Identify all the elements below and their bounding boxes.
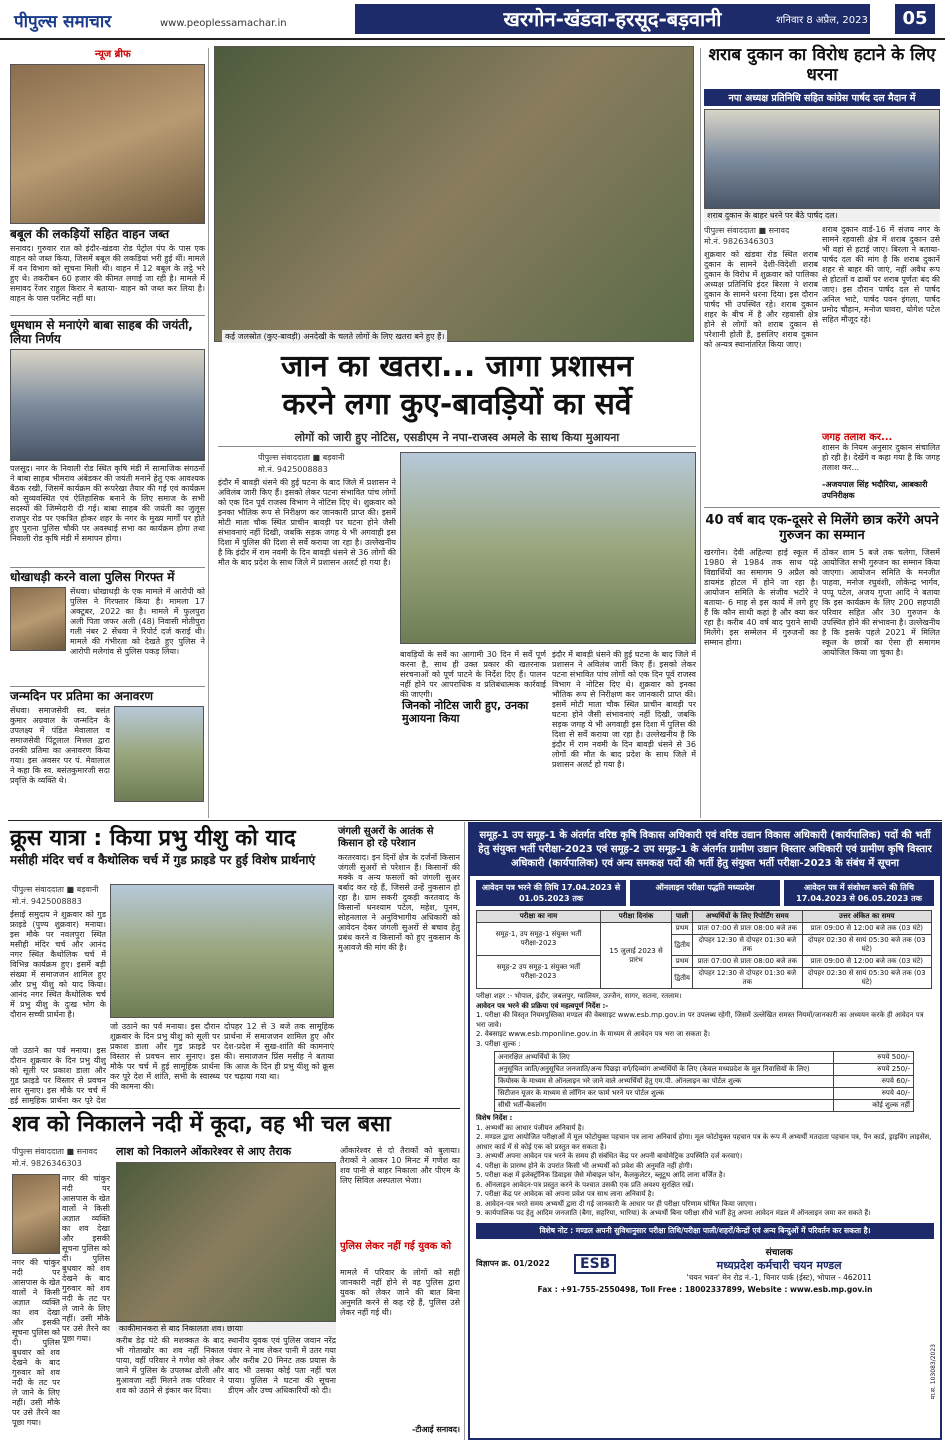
victim-photo	[12, 1174, 60, 1254]
note-item: 7. परीक्षा केंद्र पर आवेदक को अपना प्रवेश पत्र साथ लाना अनिवार्य है।	[476, 1190, 655, 1198]
brief-text: पलसूद। नगर के निवाली रोड स्थित कृषि मंडी में सामाजिक संगठनों ने बाबा साहब भीमराव अंबेडकर की जयंती मनाने हेतु एक आवश्यक बैठक रखी, जिसमें कार्यक्रम की रूपरेखा तैयार की गई एवं कार्यक्रम को सुव्यवस्थित एवं ऐतिहासिक बनाने के लिए समाज के सभी सदस्यों की जिम्मेदारी दी गई। बाबा साहब की जयंती का जुलूस राजपुर रोड पर एकत्रित होकर शहर के नगर के मुख्य मार्गों पर होते हुए पुराना पुलिस चौकी पर अवस्थाई सभा का कार्यक्रम होगा तथा निवाली रोड कृषि मंडी में समापन होगा।	[10, 464, 205, 544]
note-item: 3. अभ्यर्थी अपना आवेदन पत्र भरने के समय ही संबंधित केंद्र पर अपनी बायोमेट्रिक उपस्थिति दर्ज करवाएं।	[476, 1152, 743, 1160]
lead-body-3: इंदौर में बावड़ी धंसने की हुई घटना के बाद जिले में प्रशासन ने अविलंब जारी किए हैं। इसको लेकर पटना संभावित पांच लोगों को एक दिन पूर्व राजस्व विभाग ने नोटिस दिए थे। शुक्रवार को इनका भौतिक रूप से निरीक्षण कर जानकारी प्राप्त की। इसमें मोटी माता चौक स्थित प्राचीन बावड़ी पर घटना होने जैसी संभावनाएं नहीं दिखी, जबकि सड़क जगह ये भी अगवाही इस दिशा में पुलिस की दिशा से सर्वे कराया जा रहा है। उल्लेखनीय है कि इंदौर में राम नवमी के दिन बावड़ी धंसने से 36 लोगों की मौत के बाद प्रदेश के साथ जिले में प्रशासन अलर्ट हो गया है।	[552, 650, 696, 769]
ad-director: संचालक	[765, 1247, 793, 1258]
table-cell: सिटीजन यूजर के माध्यम से लॉगिन कर फार्म भरने पर पोर्टल शुल्क	[495, 1088, 834, 1100]
drown-subhead: लाश को निकालने ओंकारेश्वर से आए तैराक	[116, 1145, 292, 1158]
news-brief-column	[10, 46, 205, 802]
ad-contact[interactable]: Fax : +91-755-2550498, Toll Free : 18002337899, Website : www.esb.mp.gov.in	[537, 1284, 873, 1294]
drown-body-3: स्थानीय युवक एवं पुलिस जवान नरेंद्र पंवार ने नाव लेकर पानी में उतर गया और करीब 20 मिनट तक प्रयास के बाद भी उसका कोई पता नहीं चल पाया। पुलिस ने घटना की सूचना डीएम और उच्च अधिकारियों को दी।	[228, 1336, 336, 1395]
note-item: 5. परीक्षा कक्ष में इलेक्ट्रॉनिक डिवाइस जैसे मोबाइल फोन, कैलकुलेटर, ब्लूटूथ आदि लाना वर्जित है।	[476, 1171, 726, 1179]
note-item: 8. आवेदन-पत्र भरते समय अभ्यर्थी द्वारा दी गई जानकारी के आधार पर ही परीक्षा परिणाम घोषित किया जाएगा।	[476, 1199, 757, 1208]
note-item: 1. अभ्यर्थी का आधार पंजीयन अनिवार्य है।	[476, 1123, 585, 1132]
exam-centers: परीक्षा शहर :- भोपाल, इंदौर, जबलपुर, ग्वालियर, उज्जैन, सागर, सतना, रतलाम।	[476, 992, 682, 1000]
advertisement-number: विज्ञापन क्र. 01/2022	[476, 1259, 550, 1268]
photo-caption: काकीमानकरा से बाद निकालता शव। छायाः	[116, 1322, 336, 1335]
quote-label: जगह तलाश कर...	[822, 432, 893, 444]
drown-headline: शव को निकालने नदी में कूदा, वह भी चल बसा	[12, 1112, 391, 1137]
boars-story	[338, 826, 460, 1068]
instruction-item: 3. परीक्षा शुल्क :	[476, 1039, 521, 1048]
note-item: 2. मण्डल द्वारा आयोजित परीक्षाओं में मूल फोटोयुक्त पहचान पत्र लाना अनिवार्य होगा। मूल फोटोयुक्त पहचान पत्र के रूप में अभ्यर्थी मतदाता पहचान पत्र, पैन कार्ड, ड्राइविंग लाइसेंस, आधार कार्ड में से कोई एक को प्रस्तुत कर सकता है।	[476, 1133, 932, 1151]
reunion-headline: 40 वर्ष बाद एक-दूसरे से मिलेंगे छात्र करेंगे अपने गुरुजन का सम्मान	[705, 513, 939, 544]
table-row	[495, 1064, 914, 1076]
table-cell: दोपहर 02:30 से सायं 05:30 बजे तक (03 घंटे)	[802, 968, 931, 989]
quote-author: -अजयपाल सिंह भदौरिया, आबकारी उपनिरीक्षक	[822, 480, 928, 501]
instruction-item: 1. परीक्षा की विस्तृत नियमपुस्तिका मण्डल की वेबसाइट www.esb.mp.gov.in पर उपलब्ध रहेगी, जिसमें उल्लेखित समस्त नियमों/जानकारी का अध्ययन करके ही आवेदन पत्र भरा जावे।	[476, 1011, 924, 1029]
liquor-headline: शराब दुकान का विरोध हटाने के लिए धरना	[708, 45, 936, 85]
table-cell: समूह-2 उप समूह-1 संयुक्त भर्ती परीक्षा-2023	[477, 956, 601, 989]
table-cell: रुपये 40/-	[834, 1088, 914, 1100]
drown-byline: पीपुल्स संवाददाता ■ सनावद	[12, 1147, 98, 1156]
lead-body-2: बावड़ियों के सर्वे का आगामी 30 दिन में सर्वे पूर्ण करना है, साथ ही उक्त प्रकार की खतरनाक संरचनाओं को पूर्ण पाटने के निर्देश दिए हैं। पालन नहीं होने पर आपराधिक व प्रतिबंधात्मक कार्रवाई की जाएगी।	[400, 650, 546, 699]
cross-byline: पीपुल्स संवाददाता ■ बड़वानी	[12, 885, 99, 894]
drown-body: नगर की चांकुर नदी पर आसपास के खेत वालों ने किसी अज्ञात व्यक्ति का शव देखा और इसकी सूचना पुलिस को दी। पुलिस बुधवार को शव देखने के बाद गुरुवार को शव नदी के तट पर ले जाने के लिए नहीं। उसी मौके पर उसे तैरने का पूछा गया।	[62, 1174, 110, 1343]
table-cell: रुपये 60/-	[834, 1076, 914, 1088]
table-cell: रुपये 250/-	[834, 1064, 914, 1076]
liquor-mobile: मो.नं. 9826346303	[704, 237, 774, 247]
note-item: 4. परीक्षा के प्रारम्भ होने के उपरांत किसी भी अभ्यर्थी को प्रवेश की अनुमति नहीं होगी।	[476, 1161, 693, 1170]
esb-logo: ESB	[574, 1254, 616, 1274]
procession-photo	[110, 884, 334, 1018]
table-cell: प्रातः 09:00 से 12:00 बजे तक (03 घंटे)	[802, 923, 931, 935]
reunion-body-2: ठोकर शाम 5 बजे तक चलेगा, जिसमें आयोजित सभी गुरुजन का सम्मान किया जाएगा। आयोजन समिति के मनजीत पाहवा, मनोज रघुवंशी, लोकेन्द्र भार्गव, पप्पू पटेल, अजय गुप्ता आदि ने बताया कि इस कार्यक्रम के लिए 200 सहपाठी परिवार सहित और 30 गुरुजन के उपस्थित होने की संभावना है। उल्लेखनीय है कि इसके पहले 2021 में मिलित स्कूल के छात्रों का ऐसा ही समागम आयोजित किया जा चुका है।	[822, 547, 940, 657]
page-number: 05	[895, 4, 935, 34]
photo-caption: शराब दुकान के बाहर धरने पर बैठे पार्षद दल।	[704, 209, 940, 222]
ad-title: समूह-1 उप समूह-1 के अंतर्गत वरिष्ठ कृषि विकास अधिकारी एवं वरिष्ठ उद्यान विकास अधिकारी (कार्यपालिक) पदों की भर्ती हेतु संयुक्त भर्ती परीक्षा-2023 एवं समूह-2 उप समूह-1 के अंतर्गत ग्रामीण उद्यान विस्तार अधिकारी एवं ग्रामीण कृषि विस्तार अधिकारी (कार्यपालिक) एवं अन्य समकक्ष पदों की भर्ती हेतु संयुक्त भर्ती परीक्षा-2023 के संबंध में सूचना	[470, 824, 940, 876]
lead-box-headline: जिनको नोटिस जारी हुए, उनका मुआयना किया	[402, 700, 546, 725]
table-cell: प्रातः 09:00 से 12:00 बजे तक (03 घंटे)	[802, 956, 931, 968]
liquor-byline: पीपुल्स संवाददाता ■ सनावद	[704, 226, 790, 236]
cross-body: ईसाई समुदाय ने शुक्रवार को गुड फ्राइडे (पुण्य शुक्रवार) मनाया। इस मौके पर नवलपुरा स्थित मसीही मंदिर चर्च और आनंद नगर स्थित कैथोलिक चर्च में विभिन्न कार्यक्रम हुए। इसमें बड़ी संख्या में समाजजन शामिल हुए और प्रभु यीशु को याद किया। आनंद नगर स्थित कैथोलिक चर्च में प्रभु यीशु के दुःख भोग के दौरान सच्ची प्रार्थना है।	[10, 910, 106, 1019]
column-rule	[464, 822, 465, 1440]
fee-table	[494, 1051, 914, 1112]
table-cell: समूह-1, उप समूह-1 संयुक्त भर्ती परीक्षा-2023	[477, 923, 601, 956]
brief-headline: जन्मदिन पर प्रतिमा का अनावरण	[10, 689, 154, 704]
quote-text: शासन के नियम अनुसार दुकान संचालित हो रही है। देखेंगे व कहा गया है कि जगह तलाश कर...	[822, 443, 940, 473]
drown-body-5: मामले में परिवार के लोगों को सही जानकारी नहीं होने से वह पुलिस द्वारा युवक को लेकर जाने की बात बिना अनुमति करने से कह रहे हैं, पुलिस उसे लेकर नहीं गई थी।	[340, 1268, 460, 1317]
river-photo	[116, 1162, 336, 1322]
table-cell: अनारक्षित अभ्यर्थियों के लिए	[495, 1052, 834, 1064]
truck-photo	[10, 64, 205, 224]
table-row	[477, 956, 932, 968]
table-row	[495, 1052, 914, 1064]
table-cell: रुपये 500/-	[834, 1052, 914, 1064]
table-cell: 15 जुलाई 2023 से प्रारंभ	[600, 923, 671, 989]
ad-application-dates: आवेदन पत्र भरने की तिथि 17.04.2023 से 01.05.2023 तक	[476, 880, 626, 906]
table-cell: प्रातः 07:00 से प्रातः 08:00 बजे तक	[692, 956, 802, 968]
notes-title: विशेष निर्देश :	[476, 1114, 513, 1122]
table-cell: प्रथम	[672, 956, 693, 968]
website-url[interactable]: www.peoplessamachar.in	[160, 18, 287, 29]
drown-body-2: करीब डेढ़ घंटे की मशक्कत के बाद भी गोताखोर का शव नहीं निकाल पाया, वहीं परिवार ने गणेश को लेकर जाने में पुलिस के उपलब्ध ढोली और मुआवजा नहीं मिलने तक परिवार ने शव को उठाने से इंकार कर दिया।	[116, 1336, 224, 1395]
esb-advertisement	[468, 822, 942, 1440]
well-photo	[214, 46, 694, 342]
newspaper-logo: पीपुल्स समाचार	[14, 12, 112, 32]
reunion-body: खरगोन। देवी अहिल्या हाई स्कूल में 1980 से 1984 तक साथ पढ़े विद्यार्थियों का समागम 9 अप्रैल को डायमंड होटल में होने जा रहा है। आयोजन समिति के संजीव भटोरे ने बताया- 6 माह से इस कार्य में लगे हुए हैं कि कौन साथी कहां है और क्या कर रहा है। करीब 40 वर्ष बाद पुराने साथी मिलेंगे। इस सम्मेलन में गुरुजनों का सम्मान होगा।	[704, 547, 818, 647]
instruction-item: 2. वेबसाइट www.esb.mponline.gov.in के माध्यम से आवेदन पत्र भरा जा सकता है।	[476, 1030, 711, 1038]
liquor-subhead: नपा अध्यक्ष प्रतिनिधि सहित कांग्रेस पार्षद दल मैदान में	[704, 89, 940, 106]
liquor-body-2: शराब दुकान वार्ड-16 में संजय नगर के सामने रहवासी क्षेत्र में शराब दुकान उसे भी वहां से हटाई जाए। बिरला ने बताया- पार्षद दल की मांग है कि शराब दुकानें शहर से बाहर की जाएं, नहीं अवैध रूप से होटलों व ढाबों पर शराब पूर्णतः बंद की जाए। इस दौरान पार्षद दल से पार्षद अनिल भाटे, पार्षद पवन इंगला, पार्षद प्रमोद चौहान, मनोज घावरा, योगेश पटेल सहित मौजूद रहे।	[822, 225, 940, 325]
protest-photo	[704, 109, 940, 209]
section-banner: खरगोन-खंडवा-हरसूद-बड़वानी	[355, 4, 870, 34]
table-cell: कियोस्क के माध्यम से ऑनलाइन भरे जाने वाले अभ्यर्थियों हेतु एम.पी. ऑनलाइन का पोर्टल शुल्क	[495, 1076, 834, 1088]
table-cell: प्रथम	[672, 923, 693, 935]
column-rule	[700, 48, 701, 818]
table-row	[477, 923, 932, 935]
table-header: उत्तर अंकित का समय	[802, 911, 931, 923]
liquor-story	[704, 46, 940, 736]
cross-body-4: जो उठाने का पर्व मनाया। इस दौरान शुक्रवार के दिन प्रभु यीशु को सूली पर प्रकाश डाला और गुड फ्राइडे पर विस्तार से प्रवचन सार सुनाए। इस मौके पर चर्च में हुई सामूहिक प्रार्थना कर पूरे देश	[10, 1046, 106, 1104]
brief-text: सेंधवा। धोखाधड़ी के एक मामले में आरोपी को पुलिस ने गिरफ्तार किया है। मामला 17 अक्टूबर, 2022 का है। मामले में फुलपुरा अली पिता जफर अली (48) निवासी मोतीपुरा गली नंबर 2 सेंधवा ने रिपोर्ट दर्ज कराई थी। मामले की गंभीरता को देखते हुए पुलिस ने आरोपी मलेगांव से पुलिस पकड़ लिया।	[70, 587, 205, 657]
ad-address: 'चयन भवन' मेन रोड नं.-1, चिनार पार्क (ईस्ट), भोपाल - 462011	[686, 1272, 872, 1282]
table-cell: दोपहर 12:30 से दोपहर 01:30 बजे तक	[692, 935, 802, 956]
note-item: 6. ऑनलाइन आवेदन-पत्र प्रस्तुत करने के पश्चात उसकी एक प्रति अवश्य सुरक्षित रखें।	[476, 1180, 694, 1189]
cross-body-2: जो उठाने का पर्व मनाया। इस दौरान शुक्रवार के दिन प्रभु यीशु को सूली पर प्रकाश डाला और गुड फ्राइडे पर विस्तार से प्रवचन सार सुनाए। इस मौके पर चर्च में हुई सामूहिक प्रार्थना कर पूरे देश में शांति, सभी के स्वास्थ्य की कामना की।	[110, 1022, 220, 1091]
issue-date: शनिवार 8 अप्रैल, 2023	[776, 15, 868, 26]
ad-board-name: मध्यप्रदेश कर्मचारी चयन मण्डल	[716, 1258, 842, 1272]
table-cell: अनुसूचित जाति/अनुसूचित जनजाति/अन्य पिछड़ा वर्ग/दिव्यांग अभ्यर्थियों के लिए (केवल मध्यप्रदेश के मूल निवासियों के लिए)	[495, 1064, 834, 1076]
special-note: विशेष नोट : मण्डल अपनी सुविधानुसार परीक्षा तिथि/परीक्षा पाली/शहरों/केन्द्रों एवं अन्य बिन्दुओं में परिवर्तन कर सकता है।	[476, 1223, 934, 1239]
boars-body: करतरवाद। इन दिनों क्षेत्र के दर्जनों किसान जंगली सुअरों से परेशान हैं। किसानों की मक्के व अन्य फसलों को जंगली सुअर बर्बाद कर रहे हैं, जिससे उन्हें नुकसान हो रहा है। ग्राम सकरी दुकड़ी करतवाद के किसानों धनश्याम पटेल, महेश, पूनम, सोहनलाल ने अनुविभागीय अधिकारी को आवेदन देकर जंगली सुअरों से बचाव हेतु प्रबंध करने व किसानों को हुए नुकसान के मुआवजे की मांग की है।	[338, 853, 460, 952]
drown-subhead-3: पुलिस लेकर नहीं गई युवक को	[340, 1241, 452, 1252]
table-header: परीक्षा का नाम	[477, 911, 601, 923]
boars-headline: जंगली सुअरों के आतंक से किसान हो रहे परेशान	[338, 826, 434, 849]
drown-mobile: मो.नं. 9826346303	[12, 1159, 82, 1168]
inspection-photo	[400, 452, 696, 644]
table-cell: द्वितीय	[672, 935, 693, 956]
brief-headline: धूमधाम से मनाएंगे बाबा साहब की जयंती, लिया निर्णय	[10, 317, 193, 346]
drown-body-4: ओंकारेश्वर से दो तैराकों को बुलाया। तैराकों ने आकर 10 मिनट में गणेश का शव पानी से बाहर निकाला और पीएम के लिए सिविल अस्पताल भेजा।	[340, 1146, 460, 1185]
drown-body-cont: नगर की चांकुर नदी पर आसपास के खेत वालों ने किसी अज्ञात व्यक्ति का शव देखा और इसकी सूचना पुलिस को दी। पुलिस बुधवार को शव देखने के बाद गुरुवार को शव नदी के तट पर ले जाने के लिए नहीं। उसी मौके पर उसे तैरने का पूछा गया।	[12, 1258, 60, 1427]
table-row	[495, 1076, 914, 1088]
cross-subhead: मसीही मंदिर चर्च व कैथोलिक चर्च में गुड फ्राइडे पर हुई विशेष प्रार्थनाएं	[10, 853, 316, 868]
lead-byline: पीपुल्स संवाददाता ■ बड़वानी	[258, 453, 345, 462]
table-cell: सीधी भर्ती-बैकलॉग	[495, 1100, 834, 1112]
lead-headline-2: करने लगा कुए-बावड़ियों का सर्वे	[282, 387, 632, 422]
cross-mobile: मो.नं. 9425008883	[12, 897, 82, 906]
brief-text: सनावद। गुरुवार रात को इंदौर-खंडवा रोड पेट्रोल पंप के पास एक वाहन को जब्त किया, जिसमें बबूल की लकड़ियां भरी हुई थीं। मामले में वन विभाग को सूचना मिली थी। वाहन में 12 बबूल के लट्ठे भरे हुए थे। तकरीबन 60 हजार की कीमत लगाई जा रही है। मामले में समावद रेंजर राहुल किरार ने बताया- वाहन को जब्त कर लिया है। वाहन के पास परमिट नहीं था।	[10, 243, 205, 303]
table-header: पाली	[672, 911, 693, 923]
note-item: 9. कार्यपालिक पद हेतु आदिम जनजाति (बैगा, सहरिया, भारिया) के अभ्यर्थी बिना परीक्षा सीधे भर्ती हेतु अपना आवेदन मंडल में ऑनलाइन जमा कर सकते हैं।	[476, 1209, 871, 1217]
table-cell: द्वितीय	[672, 968, 693, 989]
brief-text: सेंधवा। समाजसेवी स्व. बसंत कुमार अग्रवाल के जन्मदिन के उपलक्ष्य में पंडित मेवालाल व समाजसेवी पिंटूलाल मित्तल द्वारा उनकी प्रतिमा का अनावरण किया गया। इस अवसर पर पं. मेवालाल ने कहा कि स्व. बसंतकुमारजी सदा प्रवृत्ति के व्यक्ति थे।	[10, 705, 110, 785]
table-cell: दोपहर 02:30 से सायं 05:30 बजे तक (03 घंटे)	[802, 935, 931, 956]
brief-headline: धोखाधड़ी करने वाला पुलिस गिरफ्त में	[10, 570, 175, 585]
lead-headline-1: जान का खतरा... जागा प्रशासन	[281, 349, 633, 384]
drown-sign: -टीआई सनावद।	[412, 1425, 460, 1434]
cross-body-3: दोपहर 12 से 3 बजे तक सामूहिक प्रार्थना में समाजजन शामिल हुए और देश-प्रदेश में सुख-शांति की कामनाएं की। समाजजन प्रिंस मसीह ने बताया कि आज के दिन ही प्रभु यीशु को क्रूस पर चढ़ाया गया था।	[224, 1022, 334, 1081]
ad-correction-dates: आवेदन पत्र में संशोधन करने की तिथि 17.04.2023 से 06.05.2023 तक	[784, 880, 934, 906]
lead-body: इंदौर में बावड़ी धंसने की हुई घटना के बाद जिले में प्रशासन ने अविलंब जारी किए हैं। इसको लेकर पटना संभावित पांच लोगों को एक दिन पूर्व राजस्व विभाग ने नोटिस दिए थे। शुक्रवार को इनका भौतिक रूप से निरीक्षण कर जानकारी प्राप्त की। इसमें मोटी माता चौक स्थित प्राचीन बावड़ी पर घटना होने जैसी संभावनाएं नहीं दिखी, जबकि सड़क जगह ये भी अगवाही इस दिशा में पुलिस की दिशा से सर्वे कराया जा रहा है। उल्लेखनीय है कि इंदौर में राम नवमी के दिन बावड़ी धंसने से 36 लोगों की मौत के बाद प्रदेश के साथ जिले में प्रशासन अलर्ट हो गया है।	[218, 478, 396, 567]
exam-schedule-table	[476, 910, 932, 989]
table-header: परीक्षा दिनांक	[600, 911, 671, 923]
ad-exam-mode: ऑनलाइन परीक्षा पद्धति मध्यप्रदेश	[630, 880, 780, 906]
table-header: अभ्यर्थियों के लिए रिपोर्टिंग समय	[692, 911, 802, 923]
photo-caption: कई जलस्रोत (कुए-बावड़ी) अनदेखी के चलते लोगों के लिए खतरा बने हुए हैं।	[222, 330, 447, 343]
news-brief-label: न्यूज ब्रीफ	[95, 49, 131, 60]
table-cell: कोई शुल्क नहीं	[834, 1100, 914, 1112]
liquor-body: शुक्रवार को खंडवा रोड स्थित शराब दुकान के सामने देशी-विदेशी शराब दुकान के विरोध में शुक्रवार को पालिका अध्यक्ष प्रतिनिधि इंदर बिरला ने शराब दुकान के सामने धरना दिया। इस दौरान पार्षद भी उपस्थित रहे। शराब दुकान शहर के बीच में है और रहवासी क्षेत्र होने से लोगों को शराब दुकान से परेशानी होती है, इसलिए शराब दुकान को अन्यत्र स्थानांतरित किया जाए।	[704, 250, 818, 350]
table-cell: प्रातः 07:00 से प्रातः 08:00 बजे तक	[692, 923, 802, 935]
brief-headline: बबूल की लकड़ियों सहित वाहन जब्त	[10, 227, 170, 241]
statue-photo	[114, 706, 204, 802]
table-row	[495, 1100, 914, 1112]
accused-photo	[10, 587, 66, 651]
meeting-photo	[10, 349, 205, 461]
ad-side-code: मा.स. 103083/2023	[930, 1344, 937, 1400]
lead-subhead: लोगों को जारी हुए नोटिस, एसडीएम ने नपा-राजस्व अमले के साथ किया मुआयना	[294, 431, 620, 444]
lead-mobile: मो.नं. 9425008883	[258, 465, 328, 474]
instructions-title: आवेदन पत्र भरने की प्रक्रिया एवं महत्वपूर्ण निर्देश :-	[476, 1001, 609, 1010]
cross-headline: क्रूस यात्रा : किया प्रभु यीशु को याद	[10, 826, 296, 851]
table-cell: दोपहर 12:30 से दोपहर 01:30 बजे तक	[692, 968, 802, 989]
table-row	[495, 1088, 914, 1100]
column-rule	[208, 48, 209, 818]
